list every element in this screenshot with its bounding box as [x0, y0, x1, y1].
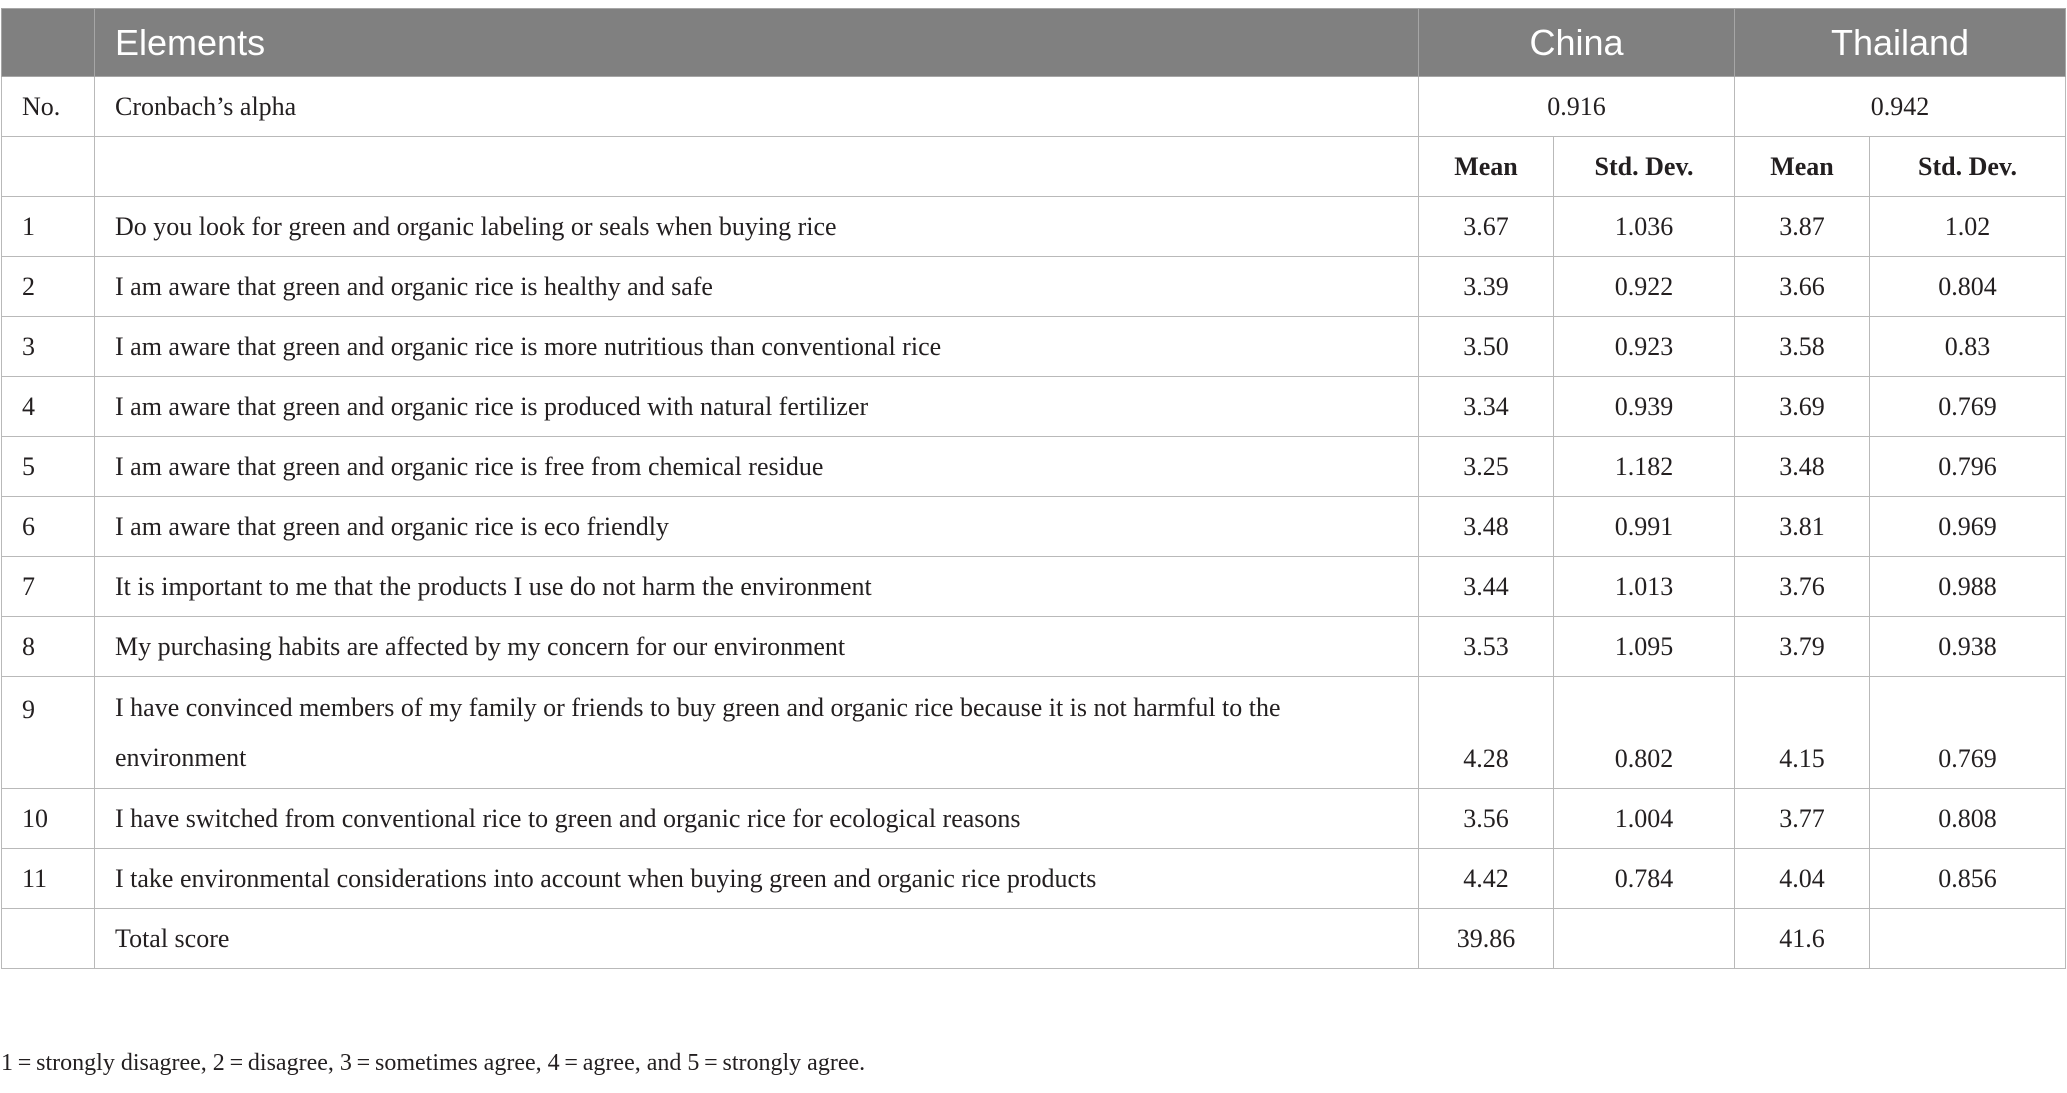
header-country-thailand: Thailand	[1735, 9, 2066, 77]
table-row	[2, 317, 2066, 377]
china-std-value: 1.036	[1554, 197, 1735, 257]
china-std-value: 0.991	[1554, 497, 1735, 557]
item-number: 3	[2, 317, 95, 377]
china-mean-value: 3.44	[1419, 557, 1554, 617]
item-text: I am aware that green and organic rice is more nutritious than conventional rice	[95, 317, 1419, 377]
thailand-std-value: 0.796	[1870, 437, 2066, 497]
subheader-empty-no	[2, 137, 95, 197]
thailand-std-value: 0.969	[1870, 497, 2066, 557]
subheader-thailand-std: Std. Dev.	[1870, 137, 2066, 197]
item-text: I have switched from conventional rice to green and organic rice for ecological reasons	[95, 789, 1419, 849]
china-std-value: 1.095	[1554, 617, 1735, 677]
item-number: 8	[2, 617, 95, 677]
alpha-china: 0.916	[1419, 77, 1735, 137]
header-row	[2, 9, 2066, 77]
item-text: I am aware that green and organic rice is produced with natural fertilizer	[95, 377, 1419, 437]
china-mean-value: 4.42	[1419, 849, 1554, 909]
china-std-value: 0.923	[1554, 317, 1735, 377]
item-number: 1	[2, 197, 95, 257]
thailand-mean-value: 3.76	[1735, 557, 1870, 617]
subheader-row	[2, 137, 2066, 197]
item-text: Do you look for green and organic labeling or seals when buying rice	[95, 197, 1419, 257]
item-number: 7	[2, 557, 95, 617]
china-mean-value: 4.28	[1419, 677, 1554, 789]
china-std-value: 0.922	[1554, 257, 1735, 317]
table-row	[2, 557, 2066, 617]
china-std-value: 1.004	[1554, 789, 1735, 849]
item-number: 6	[2, 497, 95, 557]
thailand-mean-value: 3.58	[1735, 317, 1870, 377]
thailand-std-value: 0.808	[1870, 789, 2066, 849]
thailand-std-value: 0.856	[1870, 849, 2066, 909]
china-mean-value: 3.50	[1419, 317, 1554, 377]
thailand-mean-value: 3.81	[1735, 497, 1870, 557]
table-row	[2, 789, 2066, 849]
item-text: It is important to me that the products I use do not harm the environment	[95, 557, 1419, 617]
subheader-china-mean: Mean	[1419, 137, 1554, 197]
total-china-mean: 39.86	[1419, 909, 1554, 969]
china-mean-value: 3.56	[1419, 789, 1554, 849]
table-row	[2, 849, 2066, 909]
header-country-china: China	[1419, 9, 1735, 77]
total-thailand-mean: 41.6	[1735, 909, 1870, 969]
china-std-value: 1.182	[1554, 437, 1735, 497]
alpha-row	[2, 77, 2066, 137]
item-text: I am aware that green and organic rice is free from chemical residue	[95, 437, 1419, 497]
table-row	[2, 257, 2066, 317]
thailand-mean-value: 3.79	[1735, 617, 1870, 677]
table-row	[2, 437, 2066, 497]
item-text: I have convinced members of my family or friends to buy green and organic rice because it is not harmful to the environment	[95, 677, 1419, 789]
header-elements: Elements	[95, 9, 1419, 77]
item-text: I am aware that green and organic rice is healthy and safe	[95, 257, 1419, 317]
thailand-std-value: 1.02	[1870, 197, 2066, 257]
total-label: Total score	[95, 909, 1419, 969]
item-text: My purchasing habits are affected by my concern for our environment	[95, 617, 1419, 677]
subheader-empty-element	[95, 137, 1419, 197]
china-mean-value: 3.48	[1419, 497, 1554, 557]
china-std-value: 1.013	[1554, 557, 1735, 617]
thailand-mean-value: 3.66	[1735, 257, 1870, 317]
china-std-value: 0.784	[1554, 849, 1735, 909]
total-row	[2, 909, 2066, 969]
item-number: 2	[2, 257, 95, 317]
table-footnote: 1 = strongly disagree, 2 = disagree, 3 = sometimes agree, 4 = agree, and 5 = strongly agree.	[1, 1050, 866, 1076]
item-text: I take environmental considerations into account when buying green and organic rice products	[95, 849, 1419, 909]
china-mean-value: 3.53	[1419, 617, 1554, 677]
china-mean-value: 3.34	[1419, 377, 1554, 437]
thailand-std-value: 0.769	[1870, 377, 2066, 437]
item-number: 5	[2, 437, 95, 497]
survey-table	[1, 8, 2066, 969]
thailand-std-value: 0.804	[1870, 257, 2066, 317]
table-row	[2, 197, 2066, 257]
item-number: 11	[2, 849, 95, 909]
total-empty-no	[2, 909, 95, 969]
table-row	[2, 677, 2066, 789]
alpha-no-label: No.	[2, 77, 95, 137]
total-china-std-empty	[1554, 909, 1735, 969]
item-number: 4	[2, 377, 95, 437]
item-number: 9	[2, 677, 95, 789]
thailand-mean-value: 3.48	[1735, 437, 1870, 497]
total-thailand-std-empty	[1870, 909, 2066, 969]
table-body	[2, 77, 2066, 969]
china-std-value: 0.939	[1554, 377, 1735, 437]
thailand-std-value: 0.938	[1870, 617, 2066, 677]
item-number: 10	[2, 789, 95, 849]
table-row	[2, 497, 2066, 557]
thailand-std-value: 0.83	[1870, 317, 2066, 377]
data-table-container	[1, 8, 2065, 969]
china-mean-value: 3.39	[1419, 257, 1554, 317]
thailand-mean-value: 3.77	[1735, 789, 1870, 849]
subheader-thailand-mean: Mean	[1735, 137, 1870, 197]
china-std-value: 0.802	[1554, 677, 1735, 789]
thailand-mean-value: 3.87	[1735, 197, 1870, 257]
header-no-cell	[2, 9, 95, 77]
thailand-mean-value: 3.69	[1735, 377, 1870, 437]
thailand-mean-value: 4.04	[1735, 849, 1870, 909]
table-row	[2, 617, 2066, 677]
alpha-thailand: 0.942	[1735, 77, 2066, 137]
china-mean-value: 3.67	[1419, 197, 1554, 257]
subheader-china-std: Std. Dev.	[1554, 137, 1735, 197]
china-mean-value: 3.25	[1419, 437, 1554, 497]
thailand-mean-value: 4.15	[1735, 677, 1870, 789]
item-text: I am aware that green and organic rice is eco friendly	[95, 497, 1419, 557]
alpha-label: Cronbach’s alpha	[95, 77, 1419, 137]
thailand-std-value: 0.769	[1870, 677, 2066, 789]
thailand-std-value: 0.988	[1870, 557, 2066, 617]
table-row	[2, 377, 2066, 437]
